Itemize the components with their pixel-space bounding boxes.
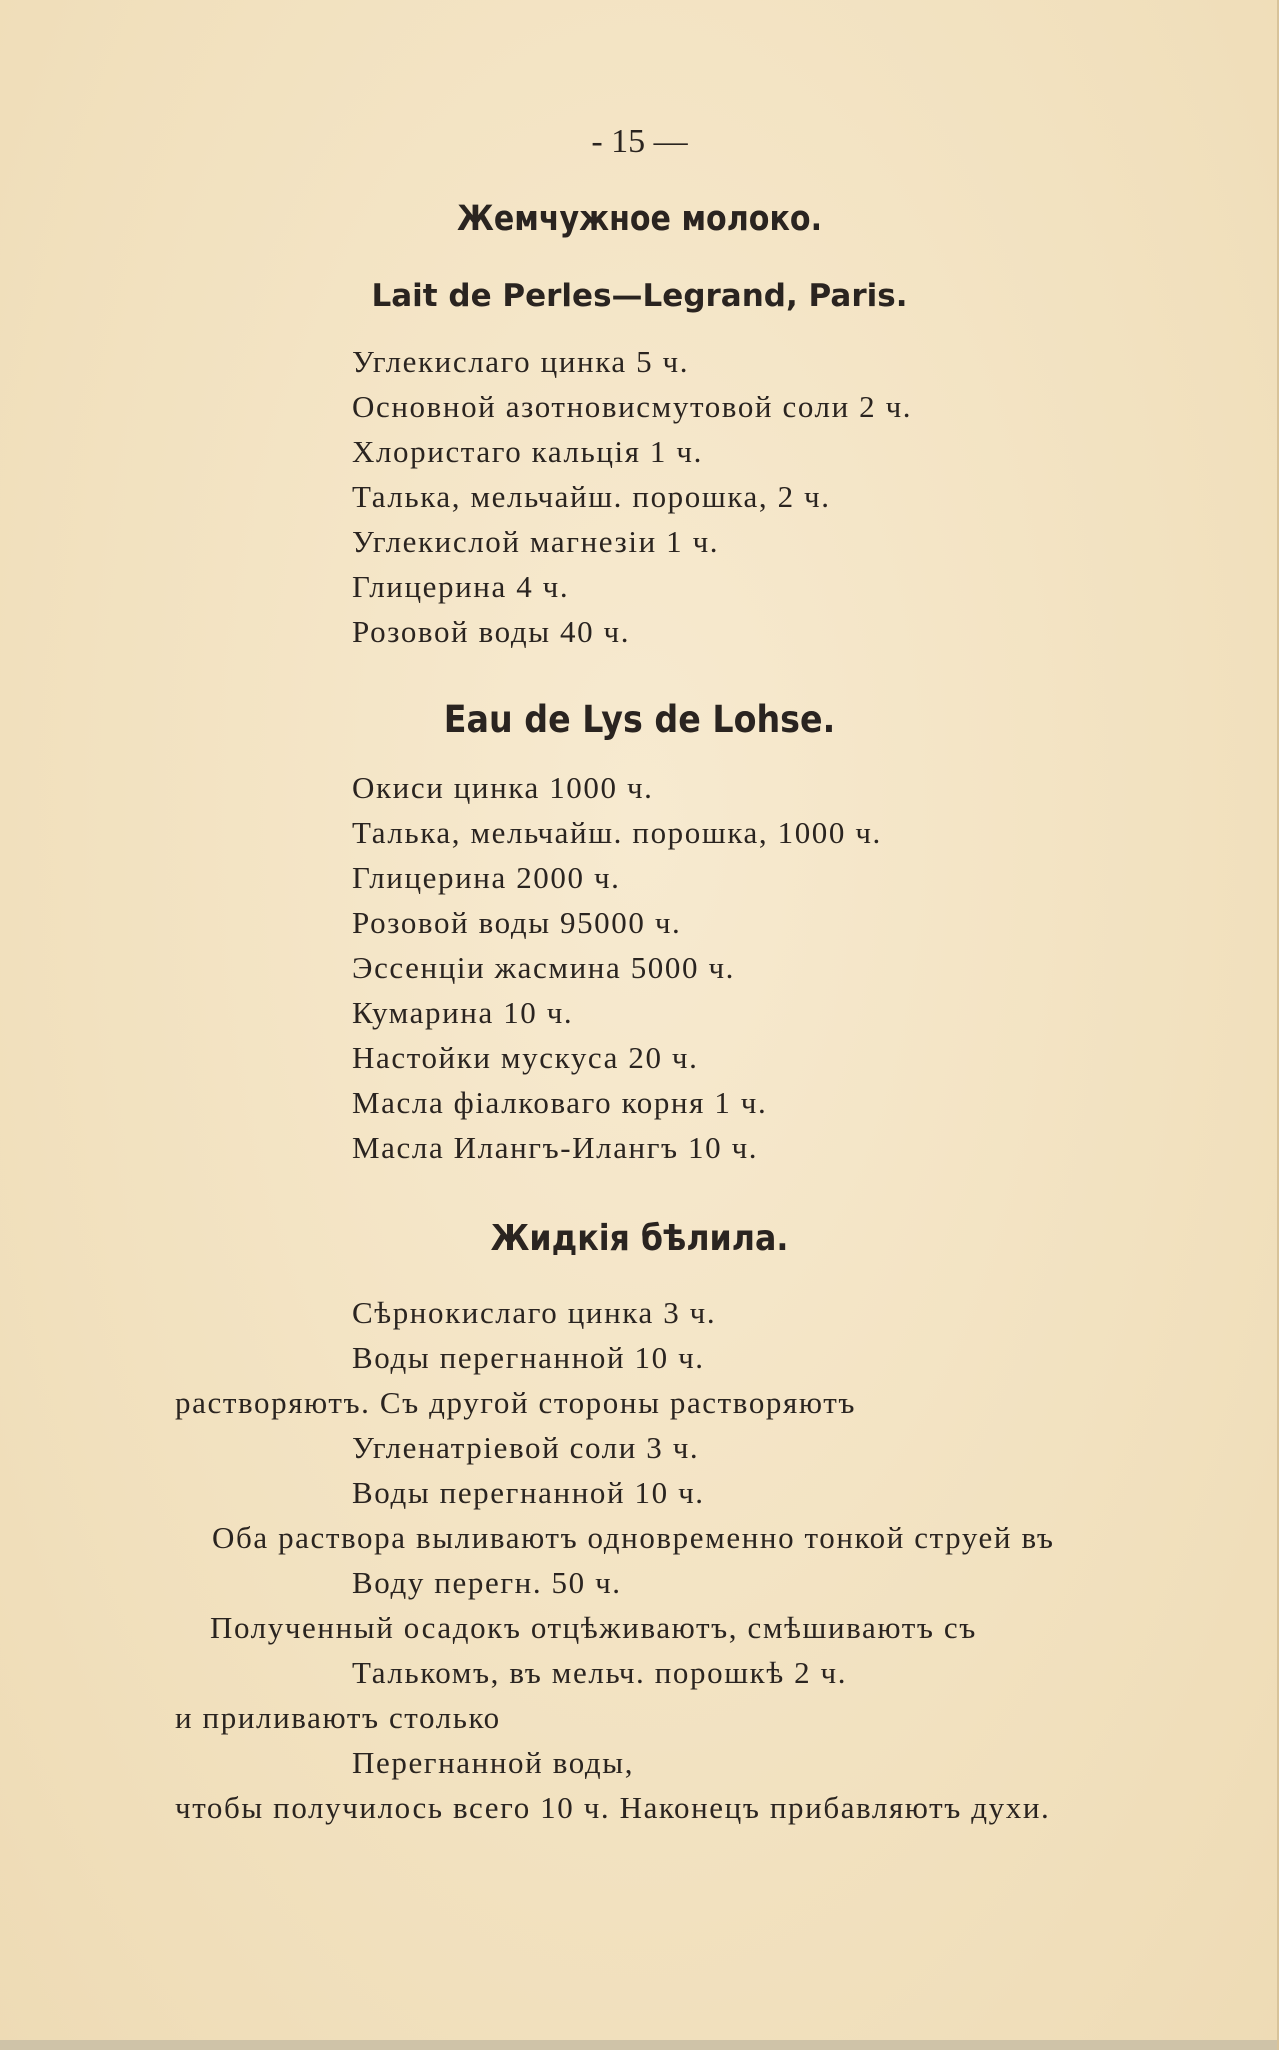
recipe-line: Углекислой магнезіи 1 ч. xyxy=(352,524,720,559)
recipe-line: Воды перегнанной 10 ч. xyxy=(352,1340,705,1375)
recipe-line: Масла Илангъ-Илангъ 10 ч. xyxy=(352,1130,759,1165)
recipe-line: Настойки мускуса 20 ч. xyxy=(352,1040,699,1075)
recipe-line: Глицерина 2000 ч. xyxy=(352,860,621,895)
section-title-eau-de-lys: Eau de Lys de Lohse. xyxy=(443,698,836,741)
recipe-line: Основной азотновисмутовой соли 2 ч. xyxy=(352,389,913,424)
recipe-line: Кумарина 10 ч. xyxy=(352,995,574,1030)
recipe-line: Воды перегнанной 10 ч. xyxy=(352,1475,705,1510)
recipe-line: Хлористаго кальція 1 ч. xyxy=(352,434,703,469)
recipe-line: Розовой воды 95000 ч. xyxy=(352,905,682,940)
recipe-line: Масла фіалковаго корня 1 ч. xyxy=(352,1085,768,1120)
recipe-line: Розовой воды 40 ч. xyxy=(352,614,631,649)
recipe-line: Углекислаго цинка 5 ч. xyxy=(352,344,690,379)
page-number: - 15 — xyxy=(591,123,688,160)
recipe-line: Окиси цинка 1000 ч. xyxy=(352,770,654,805)
recipe-line: Эссенціи жасмина 5000 ч. xyxy=(352,950,735,985)
section-subtitle-lait-de-perles: Lait de Perles—Legrand, Paris. xyxy=(371,278,908,314)
section-title-pearl-milk: Жемчужное молоко. xyxy=(456,199,823,239)
recipe-text-line: чтобы получилось всего 10 ч. Наконецъ прибавляютъ духи. xyxy=(175,1790,1051,1825)
recipe-line: Талька, мельчайш. порошка, 1000 ч. xyxy=(352,815,882,850)
page-bottom-edge xyxy=(0,2040,1277,2050)
recipe-line: Перегнанной воды, xyxy=(352,1745,635,1780)
recipe-line: Угленатріевой соли 3 ч. xyxy=(352,1430,700,1465)
recipe-text-line: Полученный осадокъ отцѣживаютъ, смѣшиваютъ съ xyxy=(210,1610,977,1645)
recipe-text-line: и приливаютъ столько xyxy=(175,1700,501,1735)
recipe-text-line: Оба раствора выливаютъ одновременно тонкой струей въ xyxy=(212,1520,1055,1555)
section-title-liquid-whitening: Жидкія бѣлила. xyxy=(490,1218,789,1259)
recipe-line: Глицерина 4 ч. xyxy=(352,569,570,604)
recipe-line: Талькомъ, въ мельч. порошкѣ 2 ч. xyxy=(352,1655,848,1690)
recipe-line: Талька, мельчайш. порошка, 2 ч. xyxy=(352,479,831,514)
recipe-text-line: растворяютъ. Съ другой стороны растворяютъ xyxy=(175,1385,857,1420)
recipe-line: Воду перегн. 50 ч. xyxy=(352,1565,622,1600)
recipe-line: Сѣрнокислаго цинка 3 ч. xyxy=(352,1295,717,1330)
